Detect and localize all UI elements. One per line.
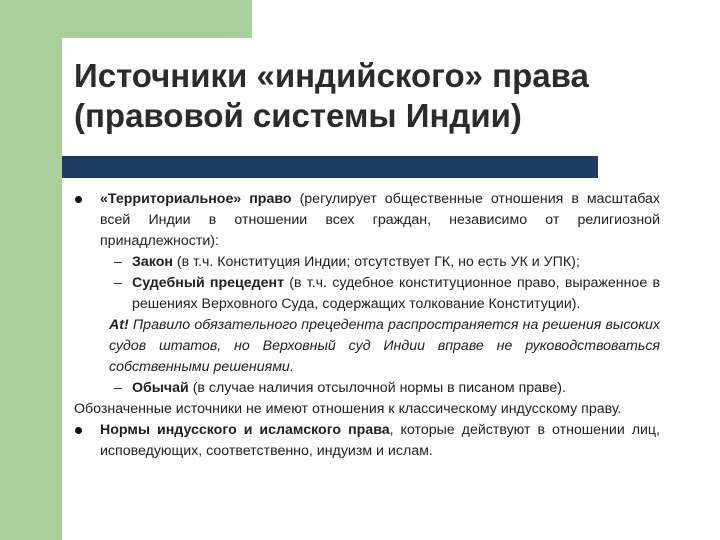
bullet-territorial-law — [74, 189, 660, 252]
dash-marker: – — [114, 254, 122, 270]
title-line-2: (правовой системы Индии) — [74, 97, 522, 134]
sub-item-text: (в т.ч. судебное конституционное право, выраженное в решениях Верховного Суда, содержащих толкование Конституции). — [132, 275, 660, 312]
bullet-bold-term: Нормы индусского и исламского права — [100, 422, 390, 438]
slide-body — [74, 189, 660, 462]
sub-item-custom — [74, 378, 660, 399]
bullet-text: , которые действуют в отношении лиц, исповедующих, соответственно, индуизм и ислам. — [100, 422, 660, 459]
title-divider-bar — [62, 156, 598, 178]
sub-item-bold-term: Судебный прецедент — [132, 275, 285, 291]
attention-note — [74, 315, 660, 378]
bullet-dot-icon — [75, 196, 82, 203]
sub-item-bold-term: Закон — [132, 254, 173, 270]
summary-paragraph: Обозначенные источники не имеют отношения к классическому индусскому праву. — [74, 401, 622, 417]
bullet-dot-icon — [75, 427, 82, 434]
sub-item-text: (в т.ч. Конституция Индии; отсутствует ГК, но есть УК и УПК); — [172, 254, 580, 270]
sub-item-precedent — [74, 273, 660, 315]
dash-marker: – — [114, 275, 122, 291]
bullet-text: (регулирует общественные отношения в масштабах всей Индии в отношении всех граждан, независимо от религиозной принадлежности): — [100, 191, 660, 249]
note-text: Правило обязательного прецедента распространяется на решения высоких судов штатов, но Верховный суд Индии вправе не руководствоваться собственными решениями. — [109, 317, 660, 375]
sub-item-law — [74, 252, 660, 273]
sub-item-text: (в случае наличия отсылочной нормы в писаном праве). — [188, 380, 566, 396]
title-line-1: Источники «индийского» права — [74, 57, 589, 94]
bullet-bold-term: «Территориальное» право — [100, 191, 292, 207]
note-bold-term: At! — [109, 317, 129, 333]
sub-item-bold-term: Обычай — [132, 380, 189, 396]
slide-title — [74, 56, 694, 136]
bullet-religious-law — [74, 420, 660, 462]
dash-marker: – — [114, 380, 122, 396]
